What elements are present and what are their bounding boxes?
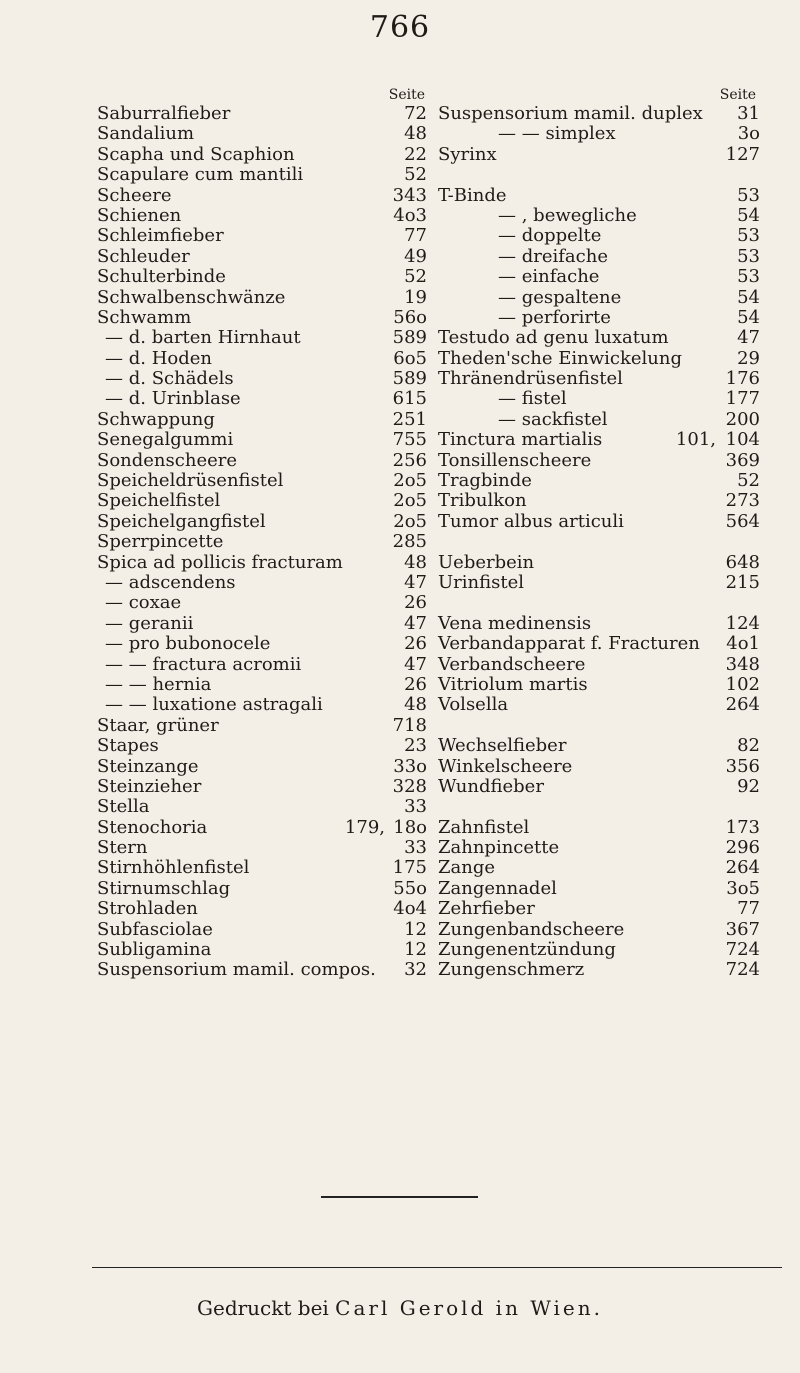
- index-extra-page: 179,: [344, 816, 385, 838]
- index-page-number: 29: [737, 347, 760, 369]
- index-page-number: 348: [725, 653, 760, 675]
- column-header: [438, 86, 760, 104]
- index-page-number: 724: [725, 959, 760, 981]
- index-entry: [97, 899, 427, 919]
- index-term: Volsella: [438, 694, 509, 716]
- index-term: Theden'sche Einwickelung: [438, 347, 683, 369]
- index-page-number: 53: [737, 245, 760, 267]
- index-page-number: 55o: [393, 877, 427, 899]
- index-term: — gespaltene: [498, 286, 622, 308]
- index-entry: [438, 899, 760, 919]
- index-entry: [438, 553, 760, 573]
- index-term: Schwamm: [97, 306, 192, 328]
- index-page-number: 3o5: [726, 877, 760, 899]
- index-term: — coxae: [105, 592, 182, 614]
- index-page-number: 264: [725, 857, 760, 879]
- index-term: Zungenentzündung: [438, 939, 616, 961]
- index-page-number: 77: [737, 898, 760, 920]
- index-term: — pro bubonocele: [105, 633, 271, 655]
- index-term: Testudo ad genu luxatum: [438, 327, 669, 349]
- index-page-number: 53: [737, 225, 760, 247]
- index-entry: [438, 838, 760, 858]
- index-entry: [97, 818, 427, 838]
- index-entry: [97, 920, 427, 940]
- page-number: 766: [369, 10, 431, 45]
- index-entry: [97, 695, 427, 715]
- index-page-number: 4o4: [393, 898, 427, 920]
- index-term: Sandalium: [97, 123, 195, 145]
- index-term: Thränendrüsenfistel: [438, 368, 623, 390]
- index-entry: [438, 288, 760, 308]
- index-page-number: 47: [404, 653, 427, 675]
- index-entry: [438, 655, 760, 675]
- index-entry: [438, 675, 760, 695]
- index-spacer: [438, 165, 760, 185]
- index-page-number: 22: [404, 143, 427, 165]
- index-term: — d. Urinblase: [105, 388, 241, 410]
- index-entry: [438, 186, 760, 206]
- index-term: Strohladen: [97, 898, 198, 920]
- index-entry: [438, 145, 760, 165]
- index-entry: [97, 512, 427, 532]
- index-page-number: 47: [404, 571, 427, 593]
- index-entry: [438, 960, 760, 980]
- index-term: — — luxatione astragali: [105, 694, 323, 716]
- index-term: Schleimfieber: [97, 225, 224, 247]
- index-page-number: 26: [404, 633, 427, 655]
- index-page-number: 31: [737, 103, 760, 124]
- index-entry: [97, 593, 427, 613]
- index-page-number: 33o: [393, 755, 427, 777]
- index-entry: [438, 389, 760, 409]
- index-entry: [97, 206, 427, 226]
- index-page-number: 92: [737, 775, 760, 797]
- index-term: Schienen: [97, 204, 182, 226]
- index-page-number: 49: [404, 245, 427, 267]
- index-page-number: 215: [725, 571, 760, 593]
- index-term: Schleuder: [97, 245, 190, 267]
- index-term: Tinctura martialis: [438, 429, 603, 451]
- index-term: Stirnumschlag: [97, 877, 231, 899]
- index-column-left: [97, 86, 427, 981]
- index-page-number: 19: [404, 286, 427, 308]
- index-term: Subfasciolae: [97, 918, 213, 940]
- index-page-number: 367: [725, 918, 760, 940]
- index-page-number: 369: [725, 449, 760, 471]
- index-entry: [438, 124, 760, 144]
- index-entries-right: [438, 104, 760, 981]
- index-term: Tribulkon: [438, 490, 527, 512]
- index-entry: [97, 349, 427, 369]
- index-term: Vitriolum martis: [438, 673, 588, 695]
- index-term: Scapha und Scaphion: [97, 143, 295, 165]
- index-extra-page: 101,: [675, 429, 716, 451]
- index-page-number: 127: [725, 143, 760, 165]
- index-term: — adscendens: [105, 571, 236, 593]
- index-entry: [97, 328, 427, 348]
- index-page-number: 47: [404, 612, 427, 634]
- index-entry: [97, 940, 427, 960]
- footer-rule: [92, 1267, 782, 1268]
- index-entry: [438, 247, 760, 267]
- index-term: Syrinx: [438, 143, 497, 165]
- index-term: — — simplex: [498, 123, 616, 145]
- index-term: Stenochoria: [97, 816, 208, 838]
- index-entry: [438, 471, 760, 491]
- index-term: Stirnhöhlenfistel: [97, 857, 250, 879]
- index-page-number: 755: [392, 429, 427, 451]
- column-header-label: Seite: [719, 87, 756, 103]
- index-page-number: 53: [737, 266, 760, 288]
- index-page-number: 48: [404, 123, 427, 145]
- index-page-number: 176: [725, 368, 760, 390]
- index-term: Zangennadel: [438, 877, 557, 899]
- index-page-number: 26: [404, 592, 427, 614]
- column-header: [97, 86, 427, 104]
- index-entry: [97, 797, 427, 817]
- index-entry: [97, 553, 427, 573]
- imprint-name: Carl Gerold in Wien.: [335, 1296, 603, 1320]
- index-entry: [97, 186, 427, 206]
- index-entry: [97, 777, 427, 797]
- index-term: Speichelgangfistel: [97, 510, 266, 532]
- index-term: — , bewegliche: [498, 204, 637, 226]
- index-page-number: 589: [392, 327, 427, 349]
- index-page-number: 18o: [393, 816, 427, 838]
- index-term: Schwalbenschwänze: [97, 286, 286, 308]
- index-entry: [97, 247, 427, 267]
- index-page-number: 589: [392, 368, 427, 390]
- index-entry: [97, 757, 427, 777]
- index-term: — d. barten Hirnhaut: [105, 327, 301, 349]
- index-page-number: 48: [404, 551, 427, 573]
- index-page-number: 564: [725, 510, 760, 532]
- index-page-number: 52: [737, 470, 760, 492]
- index-page-number: 328: [392, 775, 427, 797]
- index-term: — geranii: [105, 612, 194, 634]
- index-page-number: 104: [725, 429, 760, 451]
- index-page-number: 26: [404, 673, 427, 695]
- end-rule: [321, 1196, 478, 1198]
- index-page-number: 33: [404, 837, 427, 859]
- index-entry: [97, 634, 427, 654]
- index-entry: [97, 267, 427, 287]
- index-page-number: 12: [404, 939, 427, 961]
- index-term: — doppelte: [498, 225, 602, 247]
- index-entry: [438, 614, 760, 634]
- index-entry: [438, 757, 760, 777]
- index-page-number: 273: [725, 490, 760, 512]
- index-term: — sackfistel: [498, 408, 608, 430]
- index-term: Zahnfistel: [438, 816, 530, 838]
- index-term: Spica ad pollicis fracturam: [97, 551, 343, 573]
- index-page-number: 32: [404, 959, 427, 981]
- index-entry: [97, 614, 427, 634]
- index-term: Stapes: [97, 735, 159, 757]
- index-term: Zungenschmerz: [438, 959, 585, 981]
- index-entry: [97, 389, 427, 409]
- index-entry: [97, 471, 427, 491]
- index-term: Steinzange: [97, 755, 199, 777]
- index-term: Vena medinensis: [438, 612, 592, 634]
- index-page-number: 4o3: [393, 204, 427, 226]
- index-column-right: [438, 86, 760, 981]
- index-entry: [438, 736, 760, 756]
- index-entry: [438, 226, 760, 246]
- index-term: Subligamina: [97, 939, 212, 961]
- index-page-number: 72: [404, 103, 427, 124]
- index-term: Tragbinde: [438, 470, 532, 492]
- index-term: Winkelscheere: [438, 755, 573, 777]
- index-entry: [438, 879, 760, 899]
- index-page-number: 48: [404, 694, 427, 716]
- index-term: Scapulare cum mantili: [97, 164, 304, 186]
- index-entry: [438, 512, 760, 532]
- index-entry: [438, 920, 760, 940]
- index-term: Zungenbandscheere: [438, 918, 625, 940]
- index-entry: [97, 960, 427, 980]
- index-page-number: 56o: [393, 306, 427, 328]
- index-term: T-Binde: [438, 184, 507, 206]
- index-page-number: 52: [404, 164, 427, 186]
- index-entry: [97, 145, 427, 165]
- index-page-number: 4o1: [726, 633, 760, 655]
- index-term: Suspensorium mamil. compos.: [97, 959, 376, 981]
- index-entry: [438, 634, 760, 654]
- index-entry: [97, 716, 427, 736]
- index-entry: [438, 430, 760, 450]
- index-page-number: 102: [725, 673, 760, 695]
- index-term: Wechselfieber: [438, 735, 567, 757]
- column-header-label: Seite: [388, 87, 425, 103]
- index-entry: [438, 940, 760, 960]
- index-page-number: 356: [725, 755, 760, 777]
- index-term: Schulterbinde: [97, 266, 226, 288]
- index-entry: [97, 573, 427, 593]
- index-term: — d. Hoden: [105, 347, 212, 369]
- index-term: Zehrfieber: [438, 898, 535, 920]
- index-entry: [97, 226, 427, 246]
- index-entry: [97, 308, 427, 328]
- index-page-number: 2o5: [393, 470, 427, 492]
- index-term: Wundfieber: [438, 775, 544, 797]
- index-term: — — hernia: [105, 673, 212, 695]
- index-entry: [97, 675, 427, 695]
- index-page-number: 53: [737, 184, 760, 206]
- index-term: Ueberbein: [438, 551, 535, 573]
- index-page-number: 177: [725, 388, 760, 410]
- index-term: Sperrpincette: [97, 531, 224, 553]
- index-term: Senegalgummi: [97, 429, 234, 451]
- index-entry: [438, 206, 760, 226]
- index-entry: [438, 777, 760, 797]
- index-page-number: 2o5: [393, 510, 427, 532]
- index-page-number: 285: [392, 531, 427, 553]
- index-entry: [97, 532, 427, 552]
- index-term: Urinfistel: [438, 571, 525, 593]
- imprint-prefix: Gedruckt bei: [197, 1296, 329, 1320]
- index-page-number: 54: [737, 306, 760, 328]
- index-spacer: [438, 716, 760, 736]
- index-page-number: 173: [725, 816, 760, 838]
- index-page-number: 264: [725, 694, 760, 716]
- index-term: Verbandscheere: [438, 653, 586, 675]
- index-entry: [438, 349, 760, 369]
- index-page-number: 343: [392, 184, 427, 206]
- index-term: Sondenscheere: [97, 449, 238, 471]
- index-page-number: 47: [737, 327, 760, 349]
- index-term: — fistel: [498, 388, 567, 410]
- index-term: Tumor albus articuli: [438, 510, 624, 532]
- index-entry: [438, 410, 760, 430]
- index-entry: [97, 655, 427, 675]
- index-page-number: 52: [404, 266, 427, 288]
- index-entry: [97, 838, 427, 858]
- index-term: — dreifache: [498, 245, 608, 267]
- index-entry: [438, 573, 760, 593]
- index-entry: [97, 879, 427, 899]
- index-term: — einfache: [498, 266, 600, 288]
- index-term: Staar, grüner: [97, 714, 219, 736]
- index-page-number: 54: [737, 204, 760, 226]
- index-entry: [97, 491, 427, 511]
- index-term: Stern: [97, 837, 148, 859]
- index-page-number: 23: [404, 735, 427, 757]
- index-term: — d. Schädels: [105, 368, 234, 390]
- index-entry: [97, 165, 427, 185]
- index-spacer: [438, 593, 760, 613]
- index-entry: [97, 451, 427, 471]
- index-term: Speicheldrüsenfistel: [97, 470, 284, 492]
- index-page-number: 648: [725, 551, 760, 573]
- index-entry: [438, 858, 760, 878]
- index-entry: [438, 369, 760, 389]
- index-page-number: 615: [392, 388, 427, 410]
- index-term: Tonsillenscheere: [438, 449, 592, 471]
- index-entry: [97, 736, 427, 756]
- index-page-number: 3o: [737, 123, 760, 145]
- index-entry: [438, 451, 760, 471]
- index-term: — — fractura acromii: [105, 653, 302, 675]
- index-entry: [97, 104, 427, 124]
- index-term: Steinzieher: [97, 775, 202, 797]
- index-entry: [97, 369, 427, 389]
- index-page-number: 77: [404, 225, 427, 247]
- index-term: Saburralfieber: [97, 103, 231, 124]
- index-term: Verbandapparat f. Fracturen: [438, 633, 700, 655]
- index-entry: [438, 491, 760, 511]
- index-term: — perforirte: [498, 306, 611, 328]
- index-page-number: 2o5: [393, 490, 427, 512]
- index-entry: [438, 104, 760, 124]
- index-page-number: 718: [392, 714, 427, 736]
- index-entry: [97, 124, 427, 144]
- index-entry: [97, 288, 427, 308]
- index-term: Zange: [438, 857, 496, 879]
- index-spacer: [438, 797, 760, 817]
- index-page-number: 251: [392, 408, 427, 430]
- index-page-number: 724: [725, 939, 760, 961]
- index-entry: [438, 308, 760, 328]
- index-page-number: 124: [725, 612, 760, 634]
- index-page-number: 12: [404, 918, 427, 940]
- index-entry: [438, 328, 760, 348]
- index-term: Scheere: [97, 184, 172, 206]
- index-term: Speichelfistel: [97, 490, 221, 512]
- index-entry: [97, 410, 427, 430]
- index-entry: [438, 818, 760, 838]
- index-page-number: 256: [392, 449, 427, 471]
- index-entry: [97, 430, 427, 450]
- index-entry: [97, 858, 427, 878]
- index-page-number: 175: [392, 857, 427, 879]
- index-entry: [438, 267, 760, 287]
- index-term: Schwappung: [97, 408, 215, 430]
- index-term: Zahnpincette: [438, 837, 560, 859]
- index-page-number: 6o5: [393, 347, 427, 369]
- index-term: Suspensorium mamil. duplex: [438, 103, 703, 124]
- index-entry: [438, 695, 760, 715]
- index-page-number: 296: [725, 837, 760, 859]
- printer-imprint: [0, 1296, 800, 1320]
- index-page-number: 82: [737, 735, 760, 757]
- index-page-number: 54: [737, 286, 760, 308]
- index-spacer: [438, 532, 760, 552]
- index-page-number: 33: [404, 796, 427, 818]
- index-entries-left: [97, 104, 427, 981]
- index-term: Stella: [97, 796, 150, 818]
- index-page-number: 200: [725, 408, 760, 430]
